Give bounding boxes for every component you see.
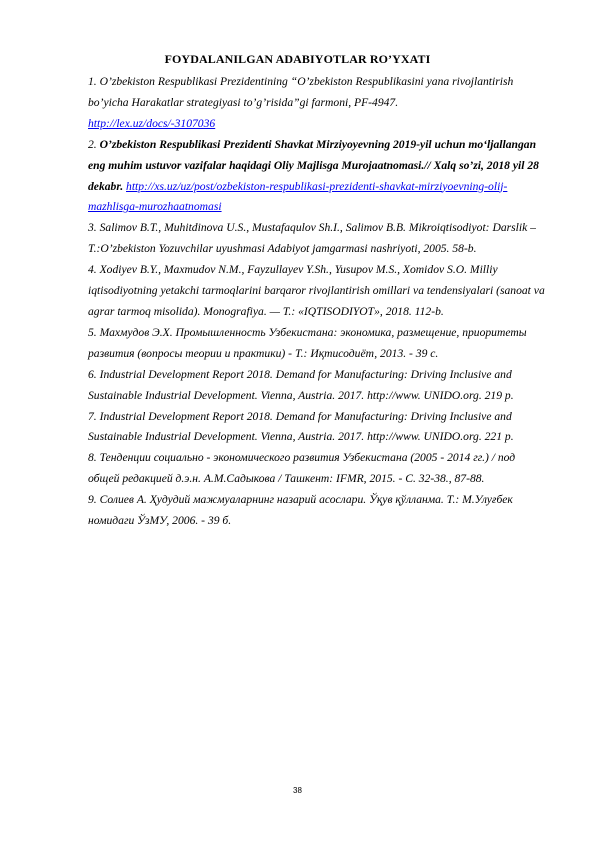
reference-number: 2.	[88, 137, 97, 151]
reference-item-5: 5. Махмудов Э.Х. Промышленность Узбекистана: экономика, размещение, приоритеты развития (вопросы теории и практики) - Т.: Иқтисодиёт, 2013. - 39 с.	[88, 325, 527, 360]
page-number: 38	[293, 786, 302, 795]
reference-link[interactable]: http://lex.uz/docs/-3107036	[88, 116, 216, 130]
reference-item-1	[88, 72, 548, 135]
reference-item-6: 6. Industrial Development Report 2018. Demand for Manufacturing: Driving Inclusive and Sustainable Industrial Development. Vienna, Austria. 2017. http://www. UNIDO.org. 219 p.	[88, 367, 514, 402]
reference-item-2	[88, 135, 548, 219]
reference-item-8: 8. Тенденции социально - экономического развития Узбекистана (2005 - 2014 гг.) / под общей редакцией д.э.н. А.М.Садыкова / Ташкент: IFMR, 2015. - С. 32-38., 87-88.	[88, 451, 516, 486]
reference-item-9: 9. Солиев А. Ҳудудий мажмуаларнинг назарий асослари. Ўқув қўлланма. Т.: М.Улуғбек номидаги ЎзМУ, 2006. - 39 б.	[88, 493, 513, 528]
reference-bold-text: O’zbekiston Respublikasi Prezidenti Shavkat Mirziyoyevning 2019-yil uchun mo‘ljallangan eng muhim ustuvor vazifalar haqidagi Oliy Majlisga Murojaatnomasi.// Xalq so’zi, 2018 yil 28 dekabr.	[88, 137, 539, 193]
reference-item-3: 3. Salimov B.T., Muhitdinova U.S., Mustafaqulov Sh.I., Salimov B.B. Mikroiqtisodiyot: Darslik – T.:O’zbekiston Yozuvchilar uyushmasi Adabiyot jamgarmasi nashriyoti, 2005. 58-b.	[88, 221, 536, 256]
reference-text: 1. O’zbekiston Respublikasi Prezidentining “O’zbekiston Respublikasini yana rivojlantirish bo’yicha Harakatlar strategiyasi to’g’risida”gi farmoni, PF-4947.	[88, 75, 514, 109]
reference-item-4: 4. Xodiyev B.Y., Maxmudov N.M., Fayzullayev Y.Sh., Yusupov M.S., Xomidov S.O. Milliy iqtisodiyotning yetakchi tarmoqlarini barqaror rivojlantirish omillari va tendensiyalari (sanoat va agrar tarmoq misolida). Monografiya. — T.: «IQTISODIYOT», 2018. 112-b.	[88, 263, 545, 318]
reference-link[interactable]: http://xs.uz/uz/post/ozbekiston-respublikasi-prezidenti-shavkat-mirziyoevning-olij-mazhlisga-murozhaatnomasi	[88, 179, 508, 214]
reference-list	[88, 72, 548, 532]
reference-item-7: 7. Industrial Development Report 2018. Demand for Manufacturing: Driving Inclusive and Sustainable Industrial Development. Vienna, Austria. 2017. http://www. UNIDO.org. 221 p.	[88, 409, 514, 444]
page-title: FOYDALANILGAN ADABIYOTLAR RO’YXATI	[164, 52, 431, 66]
